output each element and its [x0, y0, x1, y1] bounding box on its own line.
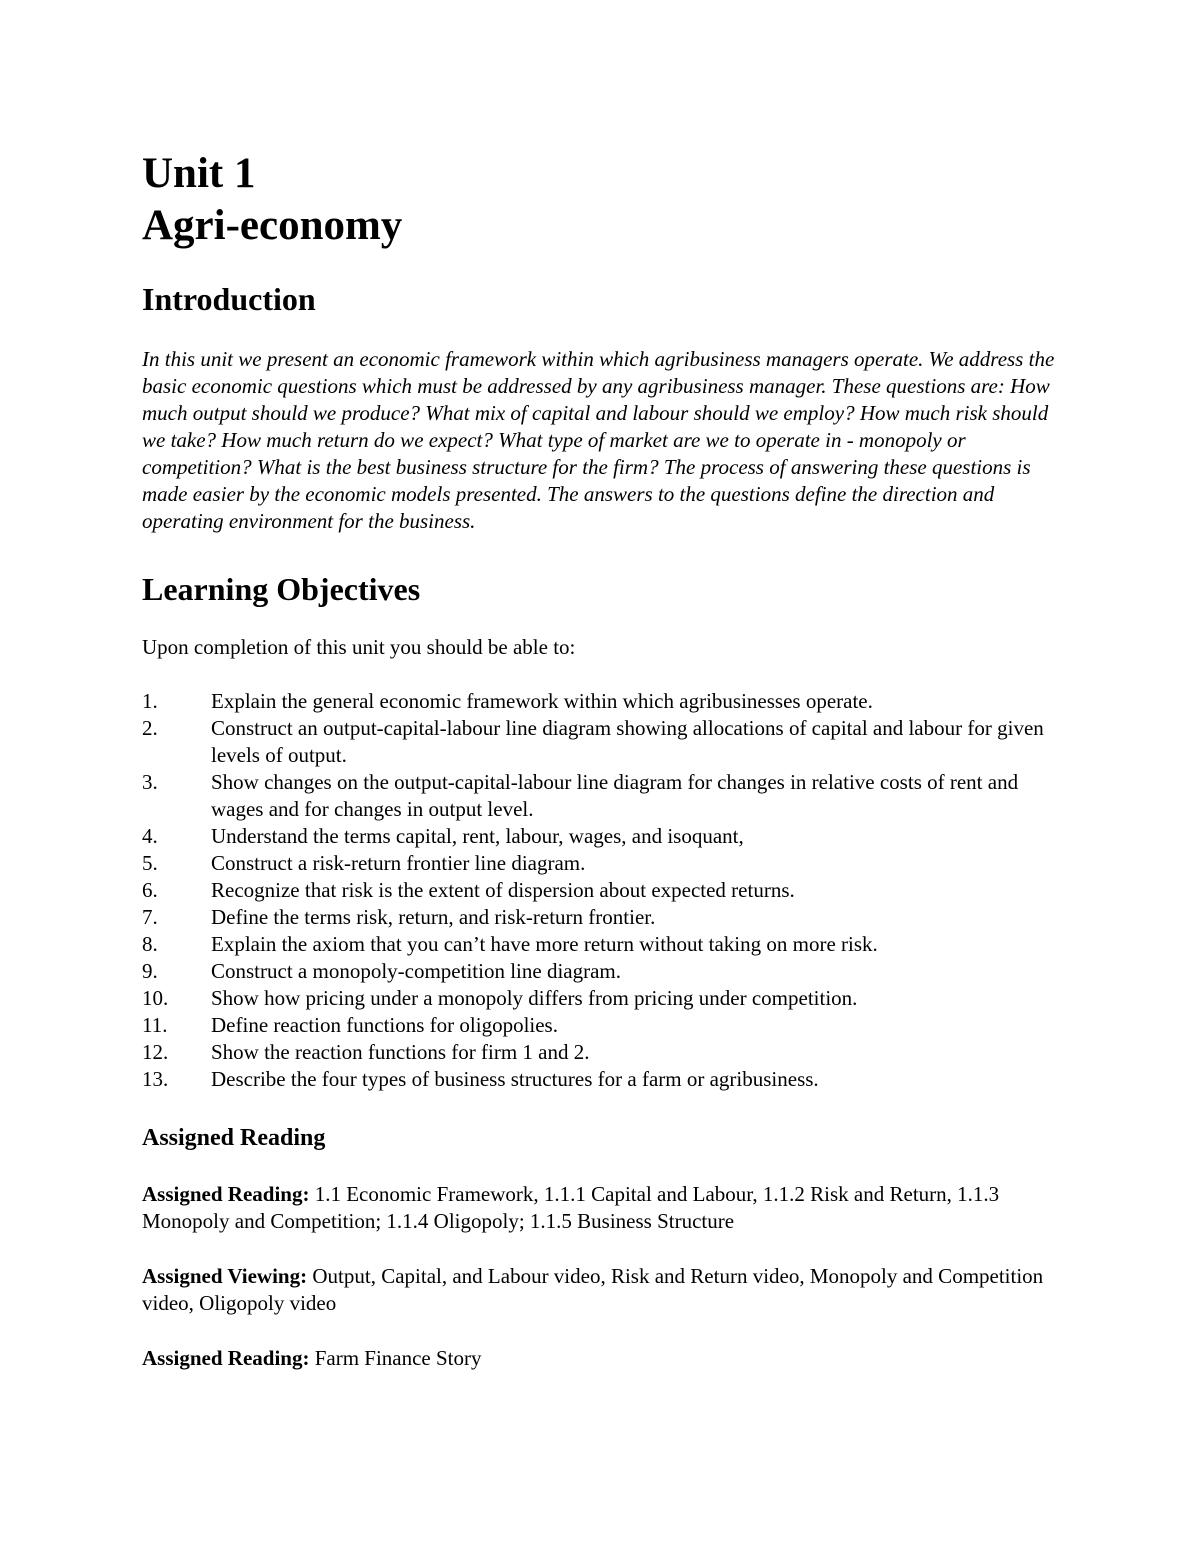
list-item-number: 2. [142, 716, 158, 740]
assigned-viewing-paragraph [142, 1263, 1062, 1317]
list-item [142, 688, 1062, 715]
list-item-text: Define reaction functions for oligopolies. [211, 1013, 558, 1037]
objectives-list [142, 688, 1062, 1093]
list-item [142, 850, 1062, 877]
assigned-viewing-text: Output, Capital, and Labour video, Risk and Return video, Monopoly and Competition video, Oligopoly video [142, 1264, 1044, 1315]
unit-name: Agri-economy [142, 202, 403, 249]
document-page [142, 148, 1062, 1372]
list-item-number: 5. [142, 851, 158, 875]
list-item-text: Understand the terms capital, rent, labour, wages, and isoquant, [211, 824, 744, 848]
assigned-reading-story-label: Assigned Reading: [142, 1346, 310, 1370]
list-item-text: Describe the four types of business structures for a farm or agribusiness. [211, 1067, 819, 1091]
list-item [142, 985, 1062, 1012]
list-item-text: Explain the axiom that you can’t have more return without taking on more risk. [211, 932, 878, 956]
list-item-number: 8. [142, 932, 158, 956]
list-item-number: 13. [142, 1067, 169, 1091]
list-item [142, 931, 1062, 958]
assigned-viewing-label: Assigned Viewing: [142, 1264, 308, 1288]
list-item-text: Construct a monopoly-competition line diagram. [211, 959, 622, 983]
assigned-reading-text: 1.1 Economic Framework, 1.1.1 Capital and Labour, 1.1.2 Risk and Return, 1.1.3 Monopoly and Competition; 1.1.4 Oligopoly; 1.1.5 Business Structure [142, 1182, 1000, 1233]
list-item-text: Construct an output-capital-labour line diagram showing allocations of capital and labour for given levels of output. [211, 716, 1044, 767]
list-item [142, 958, 1062, 985]
list-item [142, 715, 1062, 769]
list-item-number: 1. [142, 689, 158, 713]
assigned-reading-story-paragraph [142, 1345, 1062, 1372]
list-item-text: Show how pricing under a monopoly differs from pricing under competition. [211, 986, 858, 1010]
assigned-reading-story-text: Farm Finance Story [309, 1346, 482, 1370]
learning-objectives-heading: Learning Objectives [142, 571, 421, 607]
list-item-number: 12. [142, 1040, 169, 1064]
list-item-number: 4. [142, 824, 158, 848]
list-item-text: Construct a risk-return frontier line diagram. [211, 851, 586, 875]
list-item [142, 877, 1062, 904]
list-item-text: Recognize that risk is the extent of dispersion about expected returns. [211, 878, 795, 902]
list-item [142, 1012, 1062, 1039]
list-item-number: 9. [142, 959, 158, 983]
list-item-text: Show changes on the output-capital-labour line diagram for changes in relative costs of rent and wages and for changes in output level. [211, 770, 1019, 821]
list-item-number: 3. [142, 770, 158, 794]
assigned-reading-label: Assigned Reading: [142, 1182, 310, 1206]
list-item-text: Show the reaction functions for firm 1 and 2. [211, 1040, 590, 1064]
list-item-number: 6. [142, 878, 158, 902]
list-item [142, 1066, 1062, 1093]
list-item-number: 7. [142, 905, 158, 929]
list-item-number: 10. [142, 986, 169, 1010]
unit-number: Unit 1 [142, 150, 256, 197]
introduction-heading: Introduction [142, 281, 316, 317]
objectives-lead-text: Upon completion of this unit you should be able to: [142, 635, 576, 659]
list-item-text: Define the terms risk, return, and risk-return frontier. [211, 905, 656, 929]
list-item [142, 904, 1062, 931]
introduction-paragraph: In this unit we present an economic framework within which agribusiness managers operate. We address the basic economic questions which must be addressed by any agribusiness manager. These questions are: How much output should we produce? What mix of capital and labour should we employ? How much risk should we take? How much return do we expect? What type of market are we to operate in - monopoly or competition? What is the best business structure for the firm? The process of answering these questions is made easier by the economic models presented. The answers to the questions define the direction and operating environment for the business. [142, 347, 1055, 533]
assigned-reading-heading: Assigned Reading [142, 1125, 326, 1151]
list-item [142, 1039, 1062, 1066]
list-item [142, 823, 1062, 850]
assigned-reading-paragraph [142, 1181, 1062, 1235]
list-item-text: Explain the general economic framework within which agribusinesses operate. [211, 689, 873, 713]
list-item-number: 11. [142, 1013, 168, 1037]
list-item [142, 769, 1062, 823]
unit-title [142, 148, 1062, 252]
